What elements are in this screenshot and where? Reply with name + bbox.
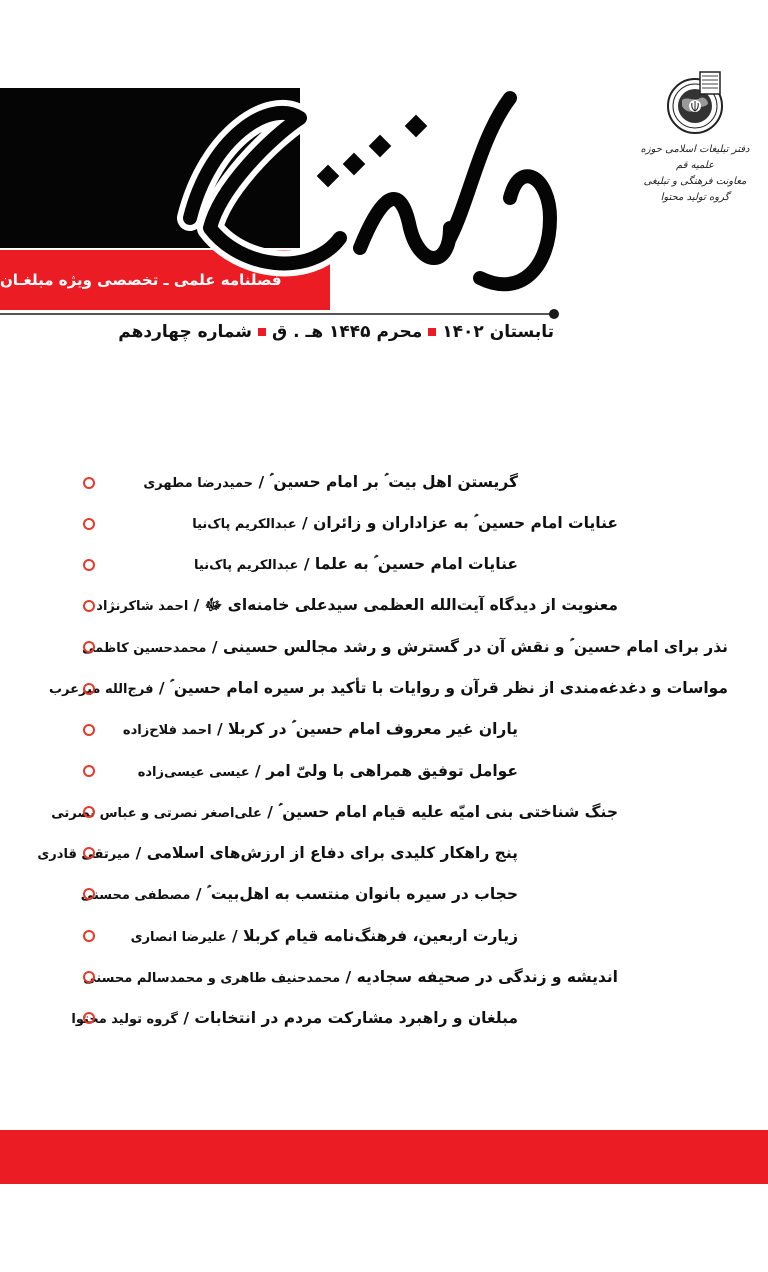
toc-author: مصطفی محسنی xyxy=(80,887,191,903)
toc-author: احمد فلاح‌زاده xyxy=(122,723,212,739)
toc-author: عیسی عیسی‌زاده xyxy=(137,764,250,780)
publisher-line-1: دفتر تبلیغات اسلامی حوزه علمیه قم xyxy=(640,144,750,171)
toc-title: گریستن اهل بیت ؑ بر امام حسین ؑ xyxy=(269,473,518,492)
toc-title: پنج راهکار کلیدی برای دفاع از ارزش‌های اسلامی xyxy=(146,844,518,863)
bullet-circle-icon xyxy=(83,518,95,530)
toc-title: عنایات امام حسین ؑ به عزاداران و زائران xyxy=(313,514,618,533)
toc-item[interactable]: اندیشه و زندگی در صحیفه سجادیه / محمدحنیف طاهری و محمدسالم محسنی xyxy=(83,967,618,986)
toc-item[interactable]: زیارت اربعین، فرهنگ‌نامه قیام کربلا / علیرضا انصاری xyxy=(78,915,728,956)
issue-number: شماره چهاردهم xyxy=(118,322,253,342)
toc-author: علیرضا انصاری xyxy=(130,929,227,945)
toc-author: حمیدرضا مطهری xyxy=(143,476,254,492)
toc-author: علی‌اصغر نصرتی و عباس نصرتی xyxy=(51,805,262,821)
bullet-circle-icon xyxy=(83,1012,95,1024)
toc-item[interactable]: عنایات امام حسین ؑ به علما / عبدالکریم پاک‌نیا xyxy=(78,544,728,585)
masthead-subtitle: فصلنامه علمی ـ تخصصی ویژه مبلغـان xyxy=(0,271,282,289)
toc-item[interactable]: نذر برای امام حسین ؑ و نقش آن در گسترش و رشد مجالس حسینی / محمدحسین کاظمی xyxy=(82,637,728,656)
bullet-circle-icon xyxy=(83,930,95,942)
toc-author: احمد شاکرنژاد xyxy=(96,598,189,614)
masthead-rule xyxy=(0,313,554,315)
bullet-circle-icon xyxy=(83,683,95,695)
bullet-circle-icon xyxy=(83,724,95,736)
toc-title: جنگ شناختی بنی امیّه علیه قیام امام حسین ؑ xyxy=(278,802,618,821)
toc-author: میرتقی قادری xyxy=(37,847,131,863)
bullet-circle-icon xyxy=(83,971,95,983)
toc-title: عنایات امام حسین ؑ به علما xyxy=(314,555,518,574)
rule-end-dot xyxy=(549,309,559,319)
separator-square-icon xyxy=(428,328,436,336)
toc-item[interactable]: جنگ شناختی بنی امیّه علیه قیام امام حسین ؑ / علی‌اصغر نصرتی و عباس نصرتی xyxy=(51,802,618,821)
issue-info xyxy=(118,322,554,342)
toc-item[interactable]: مبلغان و راهبرد مشارکت مردم در انتخابات / گروه تولید محتوا xyxy=(71,1009,518,1028)
issue-month: محرم ۱۴۴۵ هـ . ق xyxy=(272,322,423,342)
toc-author: فرج‌الله میرعرب xyxy=(48,682,154,698)
toc-title: مواسات و دغدغه‌مندی از نظر قرآن و روایات با تأکید بر سیره امام حسین ؑ xyxy=(169,679,728,698)
bullet-circle-icon xyxy=(83,477,95,489)
toc-item[interactable]: معنویت از دیدگاه آیت‌الله العظمی سیدعلی خامنه‌ای ﷻ / احمد شاکرنژاد xyxy=(78,586,728,627)
toc-author: عبدالکریم پاک‌نیا xyxy=(194,558,299,574)
bullet-circle-icon xyxy=(83,600,95,612)
publisher-line-2: معاونت فرهنگی و تبلیغی xyxy=(643,176,747,187)
toc-title: اندیشه و زندگی در صحیفه سجادیه xyxy=(356,967,618,986)
separator-square-icon xyxy=(258,328,266,336)
toc-title: حجاب در سیره بانوان منتسب به اهل‌بیت ؑ xyxy=(206,884,518,903)
bullet-circle-icon xyxy=(83,806,95,818)
toc-item[interactable]: عنایات امام حسین ؑ به عزاداران و زائران / عبدالکریم پاک‌نیا xyxy=(78,503,728,544)
issue-season: تابستان ۱۴۰۲ xyxy=(442,322,554,342)
toc-item[interactable]: حجاب در سیره بانوان منتسب به اهل‌بیت ؑ / مصطفی محسنی xyxy=(80,884,518,903)
toc-author: گروه تولید محتوا xyxy=(71,1012,178,1028)
calligraphy-title-icon xyxy=(150,78,570,338)
toc-item[interactable]: گریستن اهل بیت ؑ بر امام حسین ؑ / حمیدرضا مطهری xyxy=(78,462,728,503)
toc-title: نذر برای امام حسین ؑ و نقش آن در گسترش و رشد مجالس حسینی xyxy=(222,637,728,656)
toc-author: محمدحنیف طاهری و محمدسالم محسنی xyxy=(83,970,341,986)
toc-title: یاران غیر معروف امام حسین ؑ در کربلا xyxy=(228,720,518,739)
toc-item[interactable]: عوامل توفیق همراهی با ولیّ امر / عیسی عیسی‌زاده xyxy=(78,750,728,791)
toc-author: محمدحسین کاظمی xyxy=(82,640,207,656)
footer-red-band xyxy=(0,1130,768,1184)
toc-author: عبدالکریم پاک‌نیا xyxy=(192,517,297,533)
toc-item[interactable]: یاران غیر معروف امام حسین ؑ در کربلا / احمد فلاح‌زاده xyxy=(78,709,728,750)
bullet-circle-icon xyxy=(83,765,95,777)
toc-title: معنویت از دیدگاه آیت‌الله العظمی سیدعلی خامنه‌ای ﷻ xyxy=(204,595,618,614)
publisher-line-3: گروه تولید محتوا xyxy=(660,192,730,203)
masthead-calligraphy-logo xyxy=(150,78,570,338)
publisher-emblem-icon xyxy=(664,70,726,136)
publisher-logo xyxy=(640,70,750,220)
bullet-circle-icon xyxy=(83,559,95,571)
toc-title: عوامل توفیق همراهی با ولیّ امر xyxy=(266,761,518,780)
toc-item[interactable]: مواسات و دغدغه‌مندی از نظر قرآن و روایات با تأکید بر سیره امام حسین ؑ / فرج‌الله میرعرب xyxy=(48,679,728,698)
toc-title: مبلغان و راهبرد مشارکت مردم در انتخابات xyxy=(194,1009,518,1028)
toc-title: زیارت اربعین، فرهنگ‌نامه قیام کربلا xyxy=(243,926,518,945)
table-of-contents xyxy=(37,462,728,1039)
toc-item[interactable]: پنج راهکار کلیدی برای دفاع از ارزش‌های اسلامی / میرتقی قادری xyxy=(37,844,518,863)
